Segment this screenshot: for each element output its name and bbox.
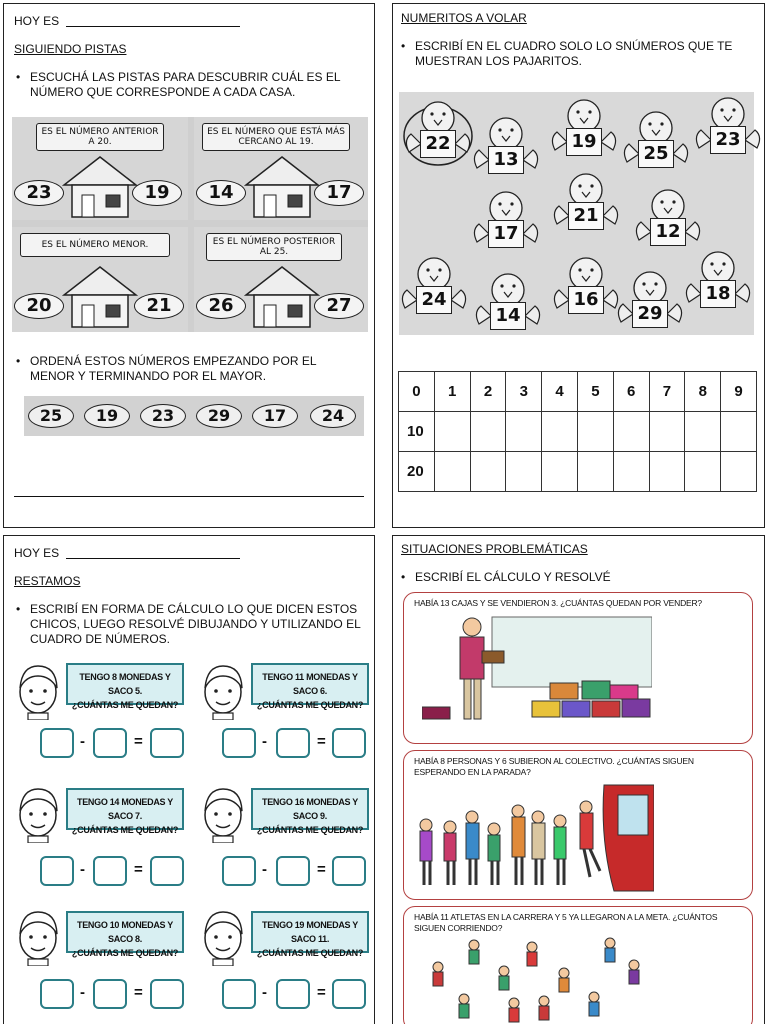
calc-box[interactable] xyxy=(276,856,310,886)
grid-cell: 5 xyxy=(577,372,613,412)
grid-blank-cell[interactable] xyxy=(542,452,578,492)
calc-box[interactable] xyxy=(93,856,127,886)
hoy-es-label: HOY ES xyxy=(14,14,60,28)
grid-blank-cell[interactable] xyxy=(506,412,542,452)
calc-box[interactable] xyxy=(332,728,366,758)
grid-blank-cell[interactable] xyxy=(685,452,721,492)
clue-card xyxy=(194,117,368,220)
speech-question: ¿CUÁNTAS ME QUEDAN? xyxy=(71,948,179,958)
bird-number: 19 xyxy=(566,128,602,156)
grid-blank-cell[interactable] xyxy=(721,412,757,452)
clue-text: ES EL NÚMERO ANTERIOR A 20. xyxy=(36,123,164,151)
grid-cell: 7 xyxy=(649,372,685,412)
bird-card xyxy=(473,268,543,338)
grid-blank-cell[interactable] xyxy=(434,412,470,452)
calc-box[interactable] xyxy=(40,856,74,886)
speech-bubble xyxy=(251,788,369,835)
speech-line: TENGO 10 MONEDAS Y SACO 8. xyxy=(77,920,173,944)
equals-sign: = xyxy=(134,733,143,750)
seller-with-boxes-illustration xyxy=(422,611,652,731)
order-number: 17 xyxy=(252,404,298,428)
grid-blank-cell[interactable] xyxy=(542,412,578,452)
grid-cell: 1 xyxy=(434,372,470,412)
speech-line: TENGO 14 MONEDAS Y SACO 7. xyxy=(77,797,173,821)
speech-question: ¿CUÁNTAS ME QUEDAN? xyxy=(71,825,179,835)
child-face-icon xyxy=(197,781,249,843)
instruction-text: • ESCRIBÍ EL CÁLCULO Y RESOLVÉ xyxy=(401,570,746,585)
bird-number: 23 xyxy=(710,126,746,154)
minus-sign: - xyxy=(262,733,267,750)
instruction-text: • ESCUCHÁ LAS PISTAS PARA DESCUBRIR CUÁL ES EL NÚMERO QUE CORRESPONDE A CADA CASA. xyxy=(16,70,356,100)
equals-sign: = xyxy=(134,861,143,878)
runners-illustration xyxy=(414,937,654,1024)
speech-bubble xyxy=(251,911,369,958)
order-number: 29 xyxy=(196,404,242,428)
grid-blank-cell[interactable] xyxy=(577,412,613,452)
clue-text: ES EL NÚMERO QUE ESTÁ MÁS CERCANO AL 19. xyxy=(202,123,350,151)
problem-text: HABÍA 11 ATLETAS EN LA CARRERA Y 5 YA LLEGARON A LA META. ¿CUÁNTOS SIGUEN CORRIENDO? xyxy=(414,912,718,933)
order-number: 23 xyxy=(140,404,186,428)
child-face-icon xyxy=(197,904,249,966)
bird-card xyxy=(399,252,469,322)
speech-line: TENGO 16 MONEDAS Y SACO 9. xyxy=(262,797,358,821)
calc-box[interactable] xyxy=(40,728,74,758)
bird-card xyxy=(549,94,619,164)
date-blank-line[interactable] xyxy=(66,26,240,27)
number-grid xyxy=(398,371,757,492)
number-option: 23 xyxy=(14,180,64,206)
bird-number: 12 xyxy=(650,218,686,246)
clue-card xyxy=(12,227,188,332)
bird-number: 18 xyxy=(700,280,736,308)
grid-header-row xyxy=(399,372,757,412)
grid-blank-cell[interactable] xyxy=(649,452,685,492)
calc-box[interactable] xyxy=(150,856,184,886)
calc-box[interactable] xyxy=(222,728,256,758)
hoy-es-label: HOY ES xyxy=(14,546,60,560)
bird-number: 24 xyxy=(416,286,452,314)
section-title: SITUACIONES PROBLEMÁTICAS xyxy=(401,542,588,556)
minus-sign: - xyxy=(80,861,85,878)
clues-image xyxy=(12,117,368,332)
calc-box[interactable] xyxy=(93,728,127,758)
grid-blank-cell[interactable] xyxy=(649,412,685,452)
bird-card xyxy=(551,168,621,238)
speech-bubble xyxy=(66,788,184,835)
child-face-icon xyxy=(12,904,64,966)
birds-image xyxy=(399,92,754,335)
grid-row xyxy=(399,412,757,452)
number-option: 20 xyxy=(14,293,64,319)
speech-question: ¿CUÁNTAS ME QUEDAN? xyxy=(71,700,179,710)
speech-line: TENGO 11 MONEDAS Y SACO 6. xyxy=(262,672,358,696)
number-option: 26 xyxy=(196,293,246,319)
minus-sign: - xyxy=(262,984,267,1001)
order-number: 19 xyxy=(84,404,130,428)
clue-text: ES EL NÚMERO MENOR. xyxy=(20,233,170,257)
bird-card xyxy=(683,246,753,316)
answer-line[interactable] xyxy=(14,496,364,497)
minus-sign: - xyxy=(80,984,85,1001)
house-icon xyxy=(244,265,320,329)
number-option: 14 xyxy=(196,180,246,206)
speech-question: ¿CUÁNTAS ME QUEDAN? xyxy=(256,825,364,835)
bird-card xyxy=(551,252,621,322)
bird-number: 17 xyxy=(488,220,524,248)
bird-card xyxy=(471,112,541,182)
equals-sign: = xyxy=(317,984,326,1001)
minus-sign: - xyxy=(262,861,267,878)
equals-sign: = xyxy=(317,861,326,878)
child-face-icon xyxy=(12,781,64,843)
calc-box[interactable] xyxy=(276,728,310,758)
grid-cell: 8 xyxy=(685,372,721,412)
bird-card xyxy=(693,92,763,162)
house-icon xyxy=(244,155,320,219)
worksheet-restamos xyxy=(3,535,375,1024)
order-number: 25 xyxy=(28,404,74,428)
bird-number: 25 xyxy=(638,140,674,168)
order-instruction: • ORDENÁ ESTOS NÚMEROS EMPEZANDO POR EL MENOR Y TERMINANDO POR EL MAYOR. xyxy=(16,354,361,384)
clue-card xyxy=(194,227,368,332)
grid-row-label: 10 xyxy=(399,412,435,452)
section-title: NUMERITOS A VOLAR xyxy=(401,11,527,25)
number-option: 17 xyxy=(314,180,364,206)
grid-blank-cell[interactable] xyxy=(685,412,721,452)
grid-blank-cell[interactable] xyxy=(506,452,542,492)
date-blank-line[interactable] xyxy=(66,558,240,559)
calc-box[interactable] xyxy=(40,979,74,1009)
instruction-text: • ESCRIBÍ EN FORMA DE CÁLCULO LO QUE DICEN ESTOS CHICOS, LUEGO RESOLVÉ DIBUJANDO Y UTILIZANDO EL CUADRO DE NÚMEROS. xyxy=(16,602,361,647)
grid-cell: 3 xyxy=(506,372,542,412)
problem-text: HABÍA 8 PERSONAS Y 6 SUBIERON AL COLECTIVO. ¿CUÁNTAS SIGUEN ESPERANDO EN LA PARADA? xyxy=(414,756,694,777)
grid-cell: 2 xyxy=(470,372,506,412)
speech-bubble xyxy=(251,663,369,710)
grid-row xyxy=(399,452,757,492)
worksheet-siguiendo-pistas xyxy=(3,3,375,528)
number-option: 21 xyxy=(134,293,184,319)
bird-card xyxy=(403,96,473,166)
calc-box[interactable] xyxy=(93,979,127,1009)
speech-line: TENGO 8 MONEDAS Y SACO 5. xyxy=(79,672,171,696)
worksheet-situaciones-problematicas xyxy=(392,535,765,1024)
calc-box[interactable] xyxy=(276,979,310,1009)
bus-stop-illustration xyxy=(414,781,654,897)
bird-number: 16 xyxy=(568,286,604,314)
bird-card xyxy=(615,266,685,336)
speech-question: ¿CUÁNTAS ME QUEDAN? xyxy=(256,700,364,710)
calc-box[interactable] xyxy=(332,856,366,886)
order-numbers-strip xyxy=(24,396,364,436)
grid-blank-cell[interactable] xyxy=(470,452,506,492)
bird-card xyxy=(471,186,541,256)
minus-sign: - xyxy=(80,733,85,750)
speech-bubble xyxy=(66,911,184,958)
grid-blank-cell[interactable] xyxy=(613,452,649,492)
calc-box[interactable] xyxy=(150,979,184,1009)
grid-blank-cell[interactable] xyxy=(470,412,506,452)
grid-cell: 4 xyxy=(542,372,578,412)
bird-card xyxy=(633,184,703,254)
worksheet-numeritos-a-volar xyxy=(392,3,765,528)
problem-text: HABÍA 13 CAJAS Y SE VENDIERON 3. ¿CUÁNTAS QUEDAN POR VENDER? xyxy=(414,598,702,608)
house-icon xyxy=(62,265,138,329)
speech-question: ¿CUÁNTAS ME QUEDAN? xyxy=(256,948,364,958)
clue-text: ES EL NÚMERO POSTERIOR AL 25. xyxy=(206,233,342,261)
house-icon xyxy=(62,155,138,219)
grid-blank-cell[interactable] xyxy=(434,452,470,492)
bird-card xyxy=(621,106,691,176)
grid-cell: 6 xyxy=(613,372,649,412)
calc-box[interactable] xyxy=(222,856,256,886)
order-number: 24 xyxy=(310,404,356,428)
equals-sign: = xyxy=(317,733,326,750)
number-option: 27 xyxy=(314,293,364,319)
section-title: SIGUIENDO PISTAS xyxy=(14,42,127,56)
number-option: 19 xyxy=(132,180,182,206)
grid-cell: 9 xyxy=(721,372,757,412)
grid-blank-cell[interactable] xyxy=(613,412,649,452)
bird-number: 29 xyxy=(632,300,668,328)
speech-bubble xyxy=(66,663,184,710)
problem-card xyxy=(403,906,753,1024)
section-title: RESTAMOS xyxy=(14,574,81,588)
problem-card xyxy=(403,592,753,744)
problem-card xyxy=(403,750,753,900)
bird-number: 22 xyxy=(420,130,456,158)
calc-box[interactable] xyxy=(222,979,256,1009)
grid-blank-cell[interactable] xyxy=(577,452,613,492)
bird-number: 14 xyxy=(490,302,526,330)
grid-cell: 0 xyxy=(399,372,435,412)
speech-line: TENGO 19 MONEDAS Y SACO 11. xyxy=(262,920,358,944)
bird-number: 13 xyxy=(488,146,524,174)
grid-blank-cell[interactable] xyxy=(721,452,757,492)
bird-number: 21 xyxy=(568,202,604,230)
child-face-icon xyxy=(12,658,64,720)
child-face-icon xyxy=(197,658,249,720)
equals-sign: = xyxy=(134,984,143,1001)
grid-row-label: 20 xyxy=(399,452,435,492)
calc-box[interactable] xyxy=(150,728,184,758)
calc-box[interactable] xyxy=(332,979,366,1009)
instruction-text: • ESCRIBÍ EN EL CUADRO SOLO LO SNÚMEROS QUE TE MUESTRAN LOS PAJARITOS. xyxy=(401,39,746,69)
clue-card xyxy=(12,117,188,220)
